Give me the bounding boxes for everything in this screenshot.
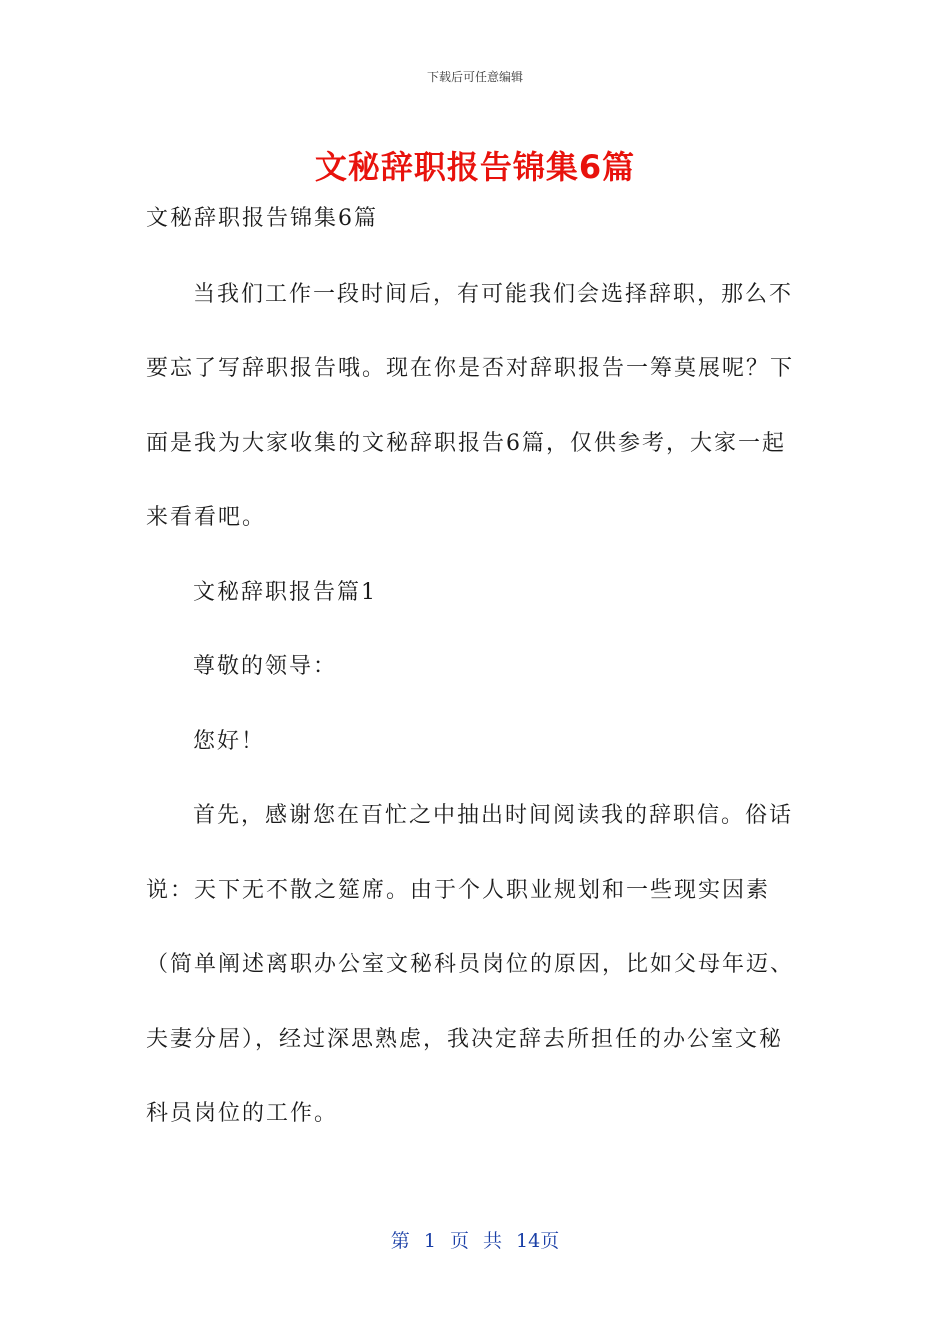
- paragraph-line: 首先，感谢您在百忙之中抽出时间阅读我的辞职信。俗话: [193, 803, 794, 828]
- greeting: 您好！: [193, 729, 266, 754]
- paragraph-line: 面是我为大家收集的文秘辞职报告6篇，仅供参考，大家一起: [146, 431, 786, 456]
- paragraph-line: 科员岗位的工作。: [146, 1101, 339, 1126]
- subtitle-line: 文秘辞职报告锦集6篇: [146, 206, 378, 231]
- section-heading: 文秘辞职报告篇1: [193, 580, 377, 605]
- document-title: 文秘辞职报告锦集6篇: [314, 148, 636, 186]
- paragraph-line: 要忘了写辞职报告哦。现在你是否对辞职报告一筹莫展呢？下: [146, 356, 795, 381]
- header-note: 下载后可任意编辑: [426, 70, 523, 84]
- paragraph-line: 夫妻分居），经过深思熟虑，我决定辞去所担任的办公室文秘: [146, 1027, 784, 1052]
- paragraph-line: 来看看吧。: [146, 505, 267, 530]
- paragraph-line: （简单阐述离职办公室文秘科员岗位的原因，比如父母年迈、: [146, 952, 795, 977]
- page-number-footer: 第 1 页 共 14页: [390, 1230, 560, 1252]
- paragraph-line: 说：天下无不散之筵席。由于个人职业规划和一些现实因素: [146, 878, 771, 903]
- salutation: 尊敬的领导：: [193, 654, 338, 679]
- paragraph-line: 当我们工作一段时间后，有可能我们会选择辞职，那么不: [193, 282, 794, 307]
